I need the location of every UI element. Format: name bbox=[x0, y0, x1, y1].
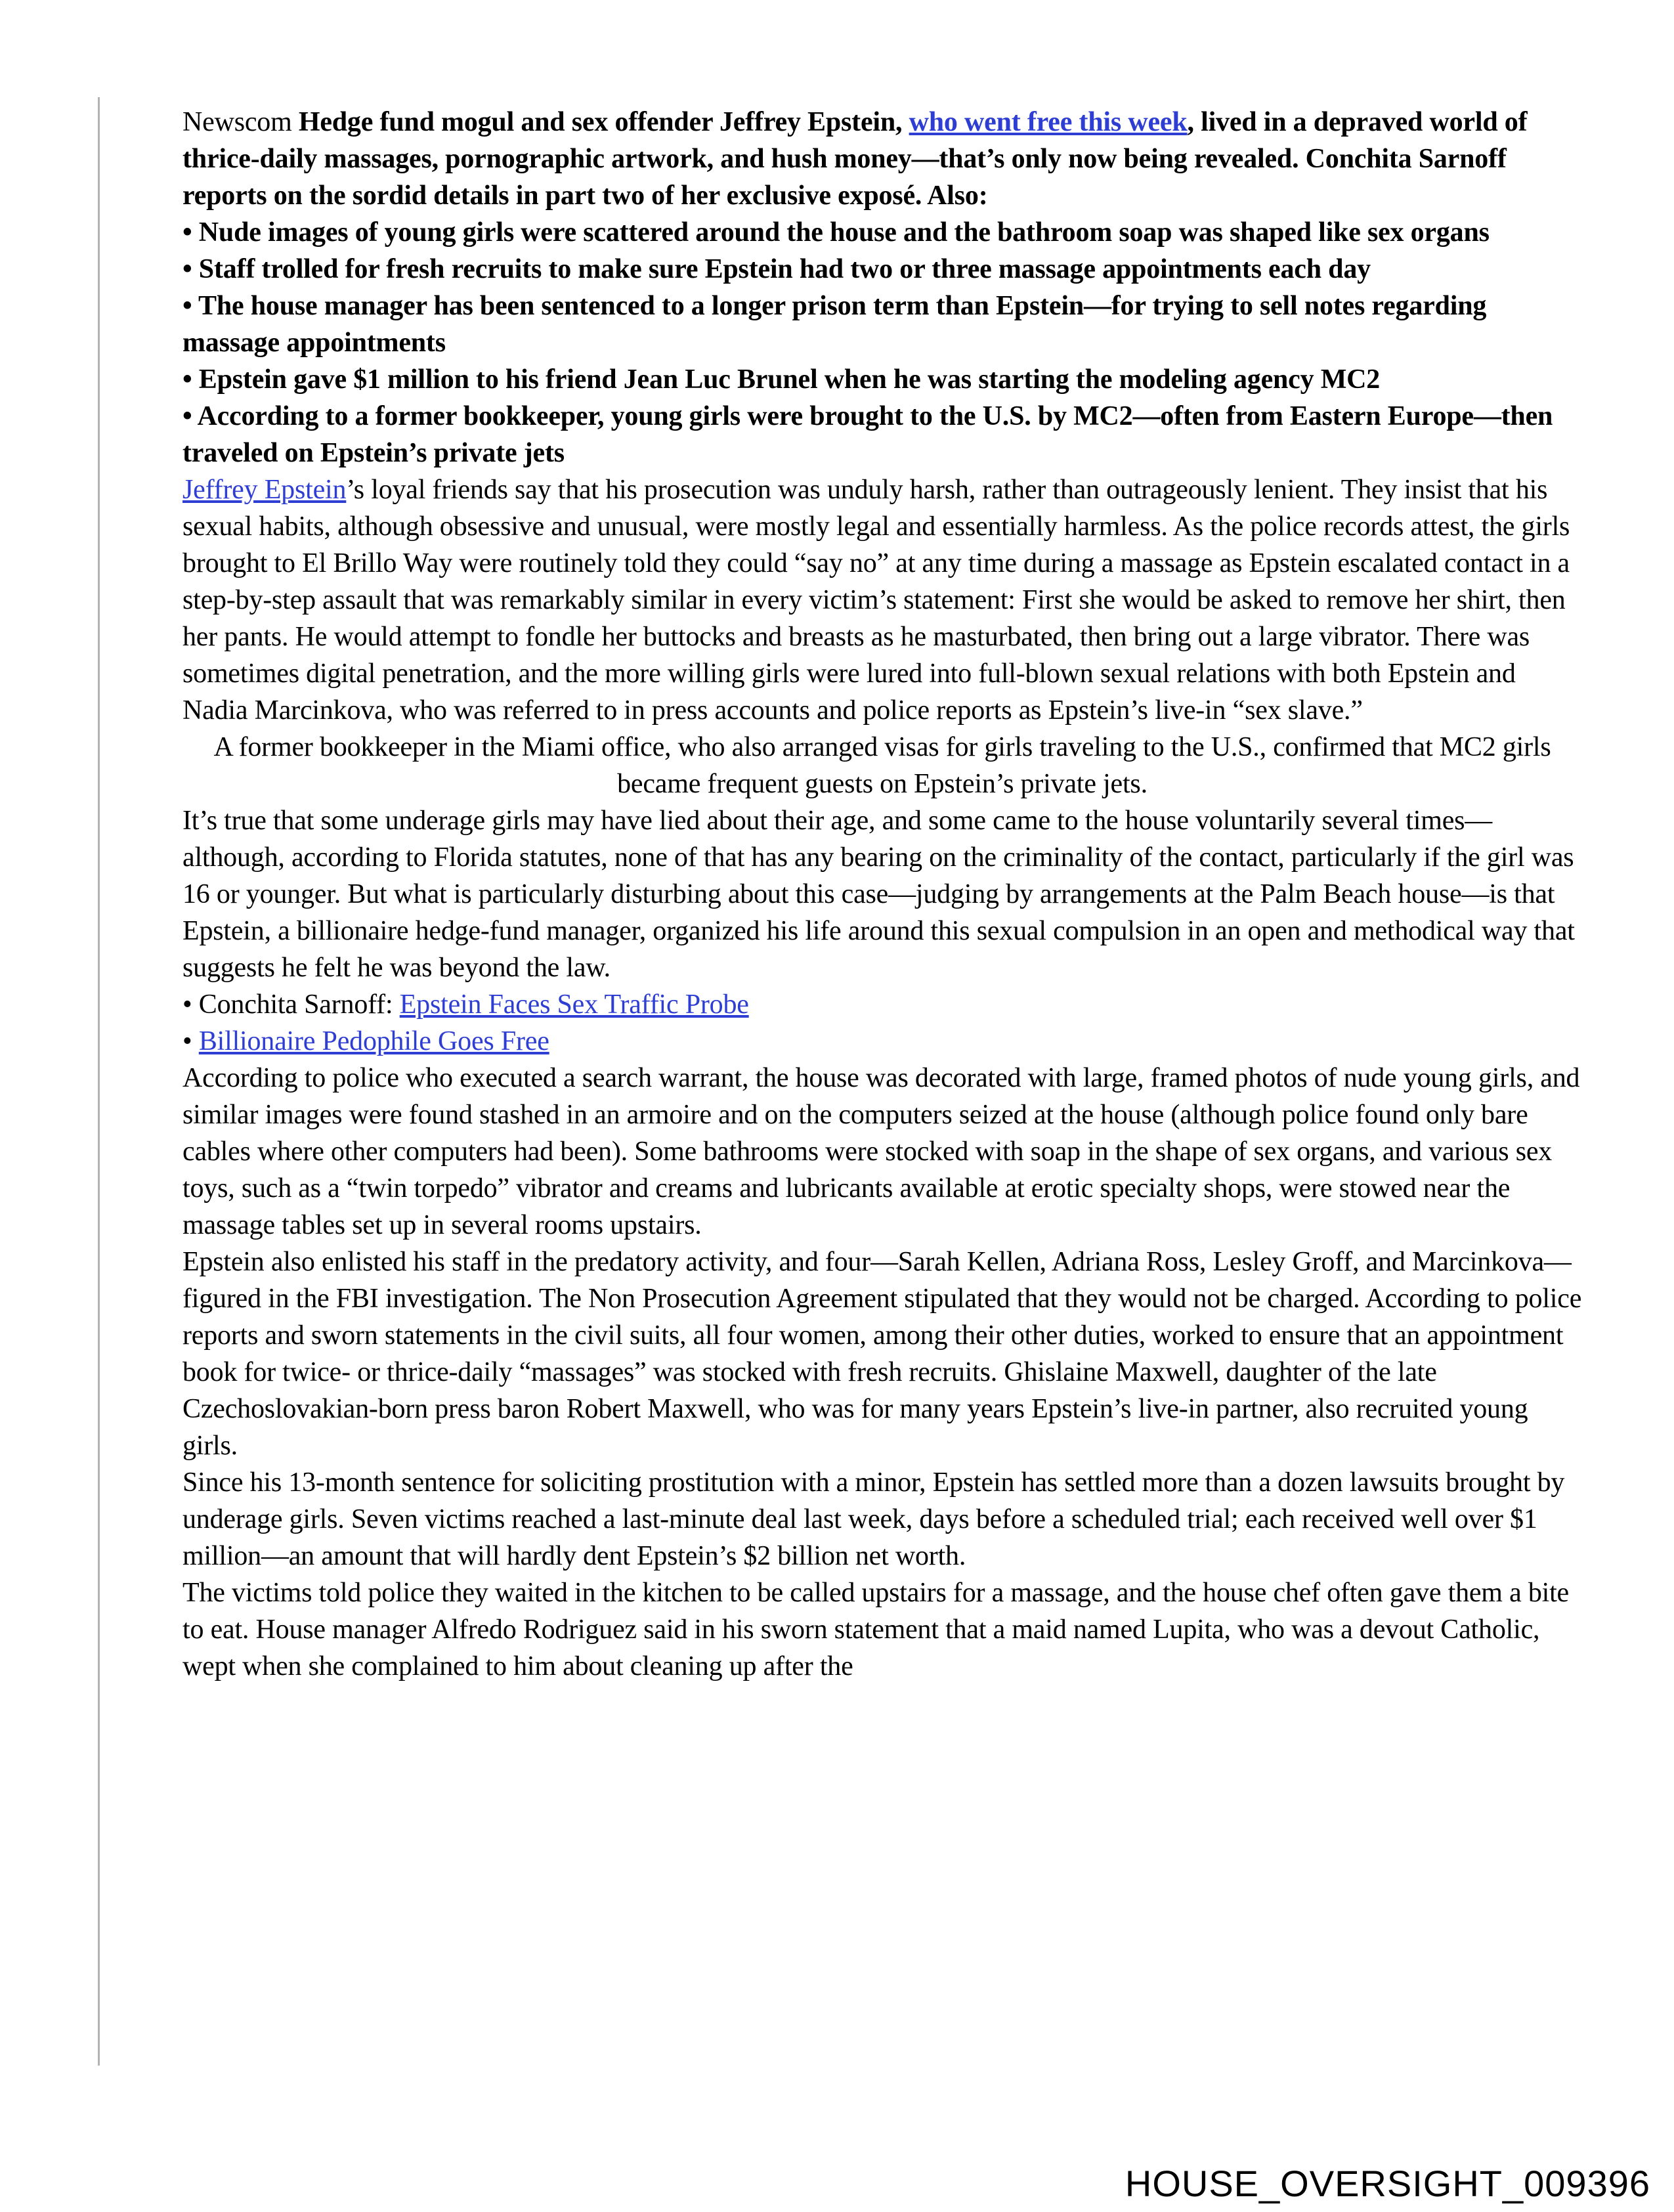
paragraph bbox=[182, 288, 1582, 361]
left-margin-line bbox=[98, 97, 100, 2066]
article-text bbox=[182, 104, 1582, 1685]
paragraph bbox=[182, 1574, 1582, 1685]
paragraph bbox=[182, 398, 1582, 471]
inline-link-billionaire-pedophile-goes-free[interactable]: Billionaire Pedophile Goes Free bbox=[198, 1026, 549, 1056]
text-run: • Epstein gave $1 million to his friend Jean Luc Brunel when he was starting the modeling agency MC2 bbox=[182, 364, 1381, 395]
text-run: Epstein also enlisted his staff in the predatory activity, and four—Sarah Kellen, Adriana Ross, Lesley Groff, and Marcinkova—figured in the FBI investigation. The Non Prosecution Agreement stipulated that they would not be charged. According to police reports and sworn statements in the civil suits, all four women, among their other duties, worked to ensure that an appointment book for twice- or thrice-daily “massages” was stocked with fresh recruits. Ghislaine Maxwell, daughter of the late Czechoslovakian-born press baron Robert Maxwell, who was for many years Epstein’s live-in partner, also recruited young girls. bbox=[182, 1247, 1582, 1461]
text-run: • Staff trolled for fresh recruits to make sure Epstein had two or three massage appointments each day bbox=[182, 254, 1371, 284]
paragraph bbox=[182, 1244, 1582, 1464]
paragraph bbox=[182, 729, 1582, 802]
text-run: Hedge fund mogul and sex offender Jeffrey Epstein, bbox=[298, 107, 909, 137]
paragraph bbox=[182, 1060, 1582, 1244]
text-run: • Conchita Sarnoff: bbox=[182, 989, 400, 1020]
text-run: • Nude images of young girls were scattered around the house and the bathroom soap was shaped like sex organs bbox=[182, 217, 1490, 248]
paragraph bbox=[182, 104, 1582, 214]
inline-link-who-went-free-this-week[interactable]: who went free this week bbox=[909, 107, 1188, 137]
text-run: According to police who executed a search warrant, the house was decorated with large, framed photos of nude young girls, and similar images were found stashed in an armoire and on the computers seized at the house (although police found only bare cables where other computers had been). Some bathrooms were stocked with soap in the shape of sex organs, and various sex toys, such as a “twin torpedo” vibrator and creams and lubricants available at erotic specialty shops, were stowed near the massage tables set up in several rooms upstairs. bbox=[182, 1063, 1580, 1240]
paragraph bbox=[182, 986, 1582, 1023]
paragraph bbox=[182, 214, 1582, 251]
inline-link-jeffrey-epstein[interactable]: Jeffrey Epstein bbox=[182, 475, 347, 505]
text-run: It’s true that some underage girls may have lied about their age, and some came to the house voluntarily several times—although, according to Florida statutes, none of that has any bearing on the criminality of the contact, particularly if the girl was 16 or younger. But what is particularly disturbing about this case—judging by arrangements at the Palm Beach house—is that Epstein, a billionaire hedge-fund manager, organized his life around this sexual compulsion in an open and methodical way that suggests he felt he was beyond the law. bbox=[182, 806, 1575, 983]
text-run: ’s loyal friends say that his prosecution was unduly harsh, rather than outrageously lenient. They insist that his sexual habits, although obsessive and unusual, were mostly legal and essentially harmless. As the police records attest, the girls brought to El Brillo Way were routinely told they could “say no” at any time during a massage as Epstein escalated contact in a step-by-step assault that was remarkably similar in every victim’s statement: First she would be asked to remove her shirt, then her pants. He would attempt to fondle her buttocks and breasts as he masturbated, then bring out a large vibrator. There was sometimes digital penetration, and the more willing girls were lured into full-blown sexual relations with both Epstein and Nadia Marcinkova, who was referred to in press accounts and police reports as Epstein’s live-in “sex slave.” bbox=[182, 475, 1570, 726]
text-run: Since his 13-month sentence for soliciting prostitution with a minor, Epstein has settled more than a dozen lawsuits brought by underage girls. Seven victims reached a last-minute deal last week, days before a scheduled trial; each received well over $1 million—an amount that will hardly dent Epstein’s $2 billion net worth. bbox=[182, 1467, 1565, 1571]
paragraph bbox=[182, 802, 1582, 986]
text-run: • The house manager has been sentenced to a longer prison term than Epstein—for trying to sell notes regarding massage appointments bbox=[182, 291, 1487, 358]
text-run: , lived in a depraved world of thrice-daily massages, pornographic artwork, and hush money—that’s only now being revealed. Conchita Sarnoff reports on the sordid details in part two of her exclusive exposé. Also: bbox=[182, 107, 1528, 211]
text-run: • According to a former bookkeeper, young girls were brought to the U.S. by MC2—often from Eastern Europe—then traveled on Epstein’s private jets bbox=[182, 401, 1553, 468]
paragraph bbox=[182, 361, 1582, 398]
paragraph bbox=[182, 1464, 1582, 1574]
paragraph bbox=[182, 471, 1582, 729]
inline-link-epstein-faces-sex-traffic-probe[interactable]: Epstein Faces Sex Traffic Probe bbox=[399, 989, 749, 1020]
text-run: • bbox=[182, 1026, 199, 1056]
text-run: Newscom bbox=[182, 107, 299, 137]
paragraph bbox=[182, 251, 1582, 288]
text-run: The victims told police they waited in the kitchen to be called upstairs for a massage, and the house chef often gave them a bite to eat. House manager Alfredo Rodriguez said in his sworn statement that a maid named Lupita, who was a devout Catholic, wept when she complained to him about cleaning up after the bbox=[182, 1578, 1569, 1681]
text-run: A former bookkeeper in the Miami office, who also arranged visas for girls traveling to the U.S., confirmed that MC2 girls became frequent guests on Epstein’s private jets. bbox=[213, 732, 1551, 799]
paragraph bbox=[182, 1023, 1582, 1060]
bates-stamp: HOUSE_OVERSIGHT_009396 bbox=[1125, 2163, 1650, 2204]
